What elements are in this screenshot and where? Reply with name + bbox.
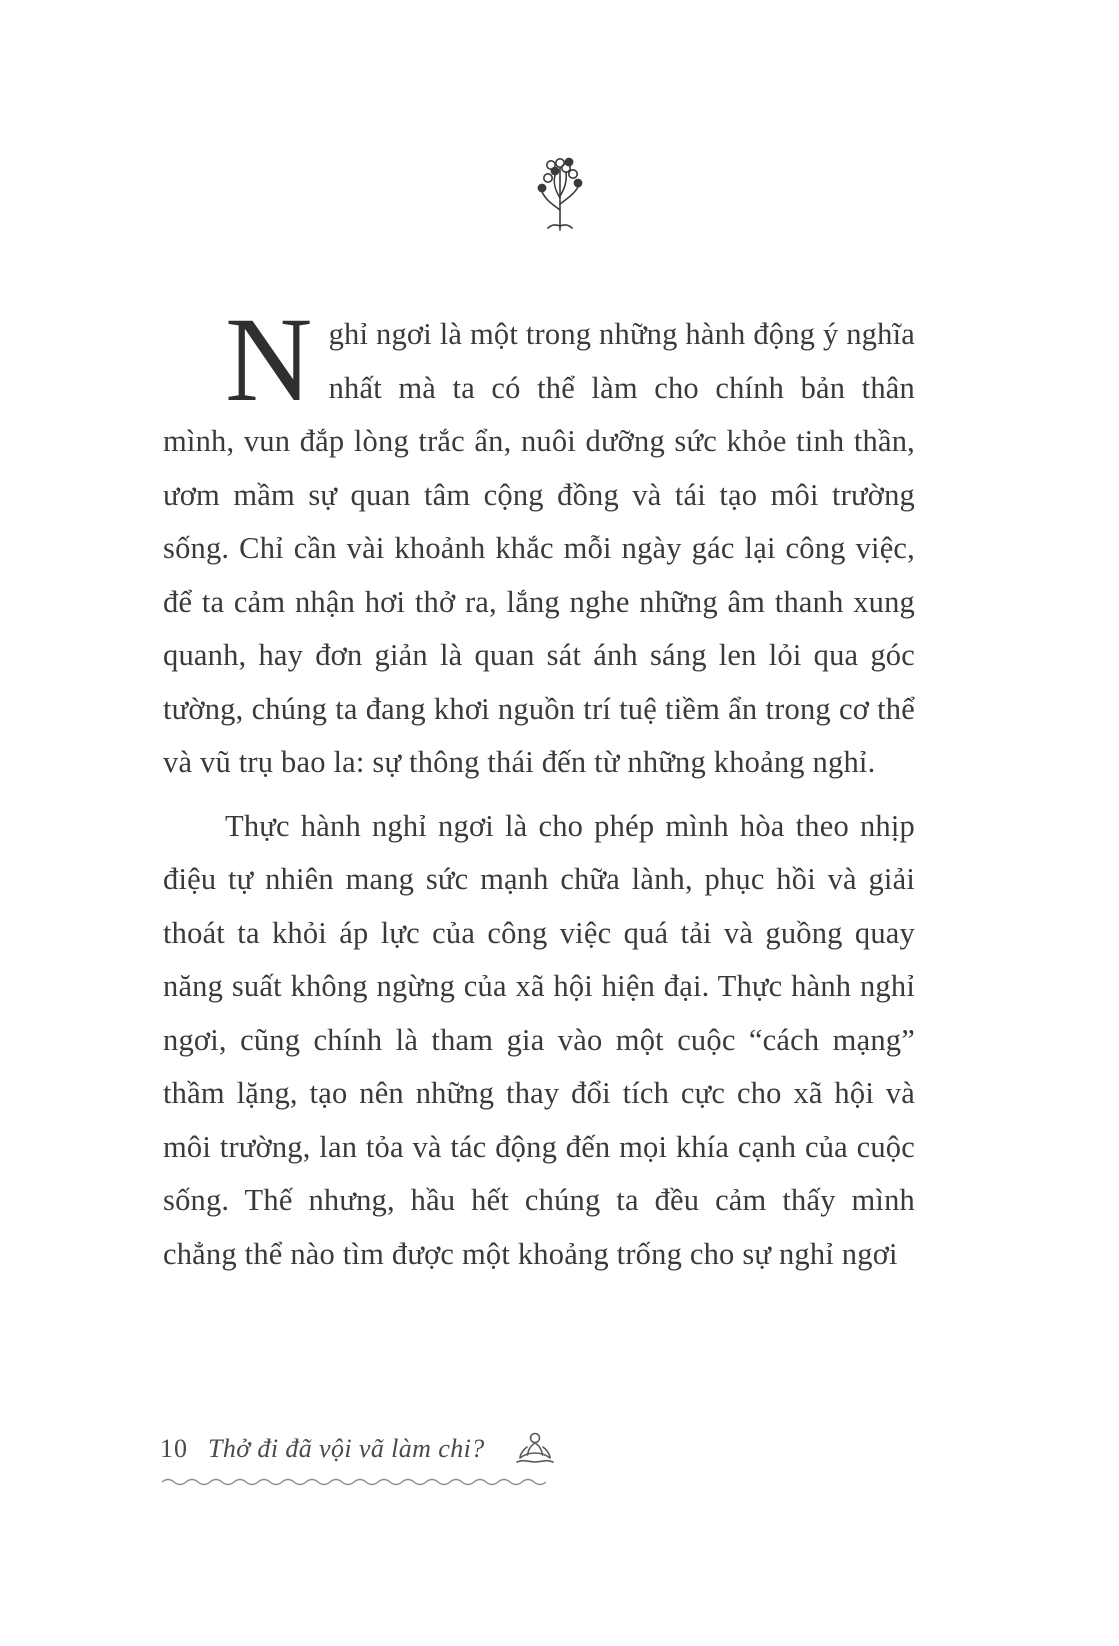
dropcap-letter: N	[225, 293, 313, 427]
paragraph-1-text: ghỉ ngơi là một trong những hành động ý nghĩa nhất mà ta có thể làm cho chính bản thân mình, vun đắp lòng trắc ẩn, nuôi dưỡng sức khỏe tinh thần, ươm mầm sự quan tâm cộng đồng và tái tạo môi trường sống. Chỉ cần vài khoảnh khắc mỗi ngày gác lại công việc, để ta cảm nhận hơi thở ra, lắng nghe những âm thanh xung quanh, hay đơn giản là quan sát ánh sáng len lỏi qua góc tường, chúng ta đang khơi nguồn trí tuệ tiềm ẩn trong cơ thể và vũ trụ bao la: sự thông thái đến từ những khoảng nghỉ.	[163, 317, 915, 779]
floral-sprig-icon	[531, 219, 589, 236]
meditation-icon	[509, 1430, 561, 1468]
paragraph-1	[163, 293, 915, 790]
page-footer	[160, 1430, 920, 1492]
running-title: Thở đi đã vội vã làm chi?	[208, 1434, 485, 1463]
page-number: 10	[160, 1434, 188, 1463]
paragraph-2: Thực hành nghỉ ngơi là cho phép mình hòa theo nhịp điệu tự nhiên mang sức mạnh chữa lành, phục hồi và giải thoát ta khỏi áp lực của công việc quá tải và guồng quay năng suất không ngừng của xã hội hiện đại. Thực hành nghỉ ngơi, cũng chính là tham gia vào một cuộc “cách mạng” thầm lặng, tạo nên những thay đổi tích cực cho xã hội và môi trường, lan tỏa và tác động đến mọi khía cạnh của cuộc sống. Thế nhưng, hầu hết chúng ta đều cảm thấy mình chẳng thể nào tìm được một khoảng trống cho sự nghỉ ngơi	[163, 808, 915, 1271]
page-body	[163, 293, 915, 1281]
wavy-rule	[162, 1474, 920, 1492]
page-ornament	[0, 152, 1119, 237]
